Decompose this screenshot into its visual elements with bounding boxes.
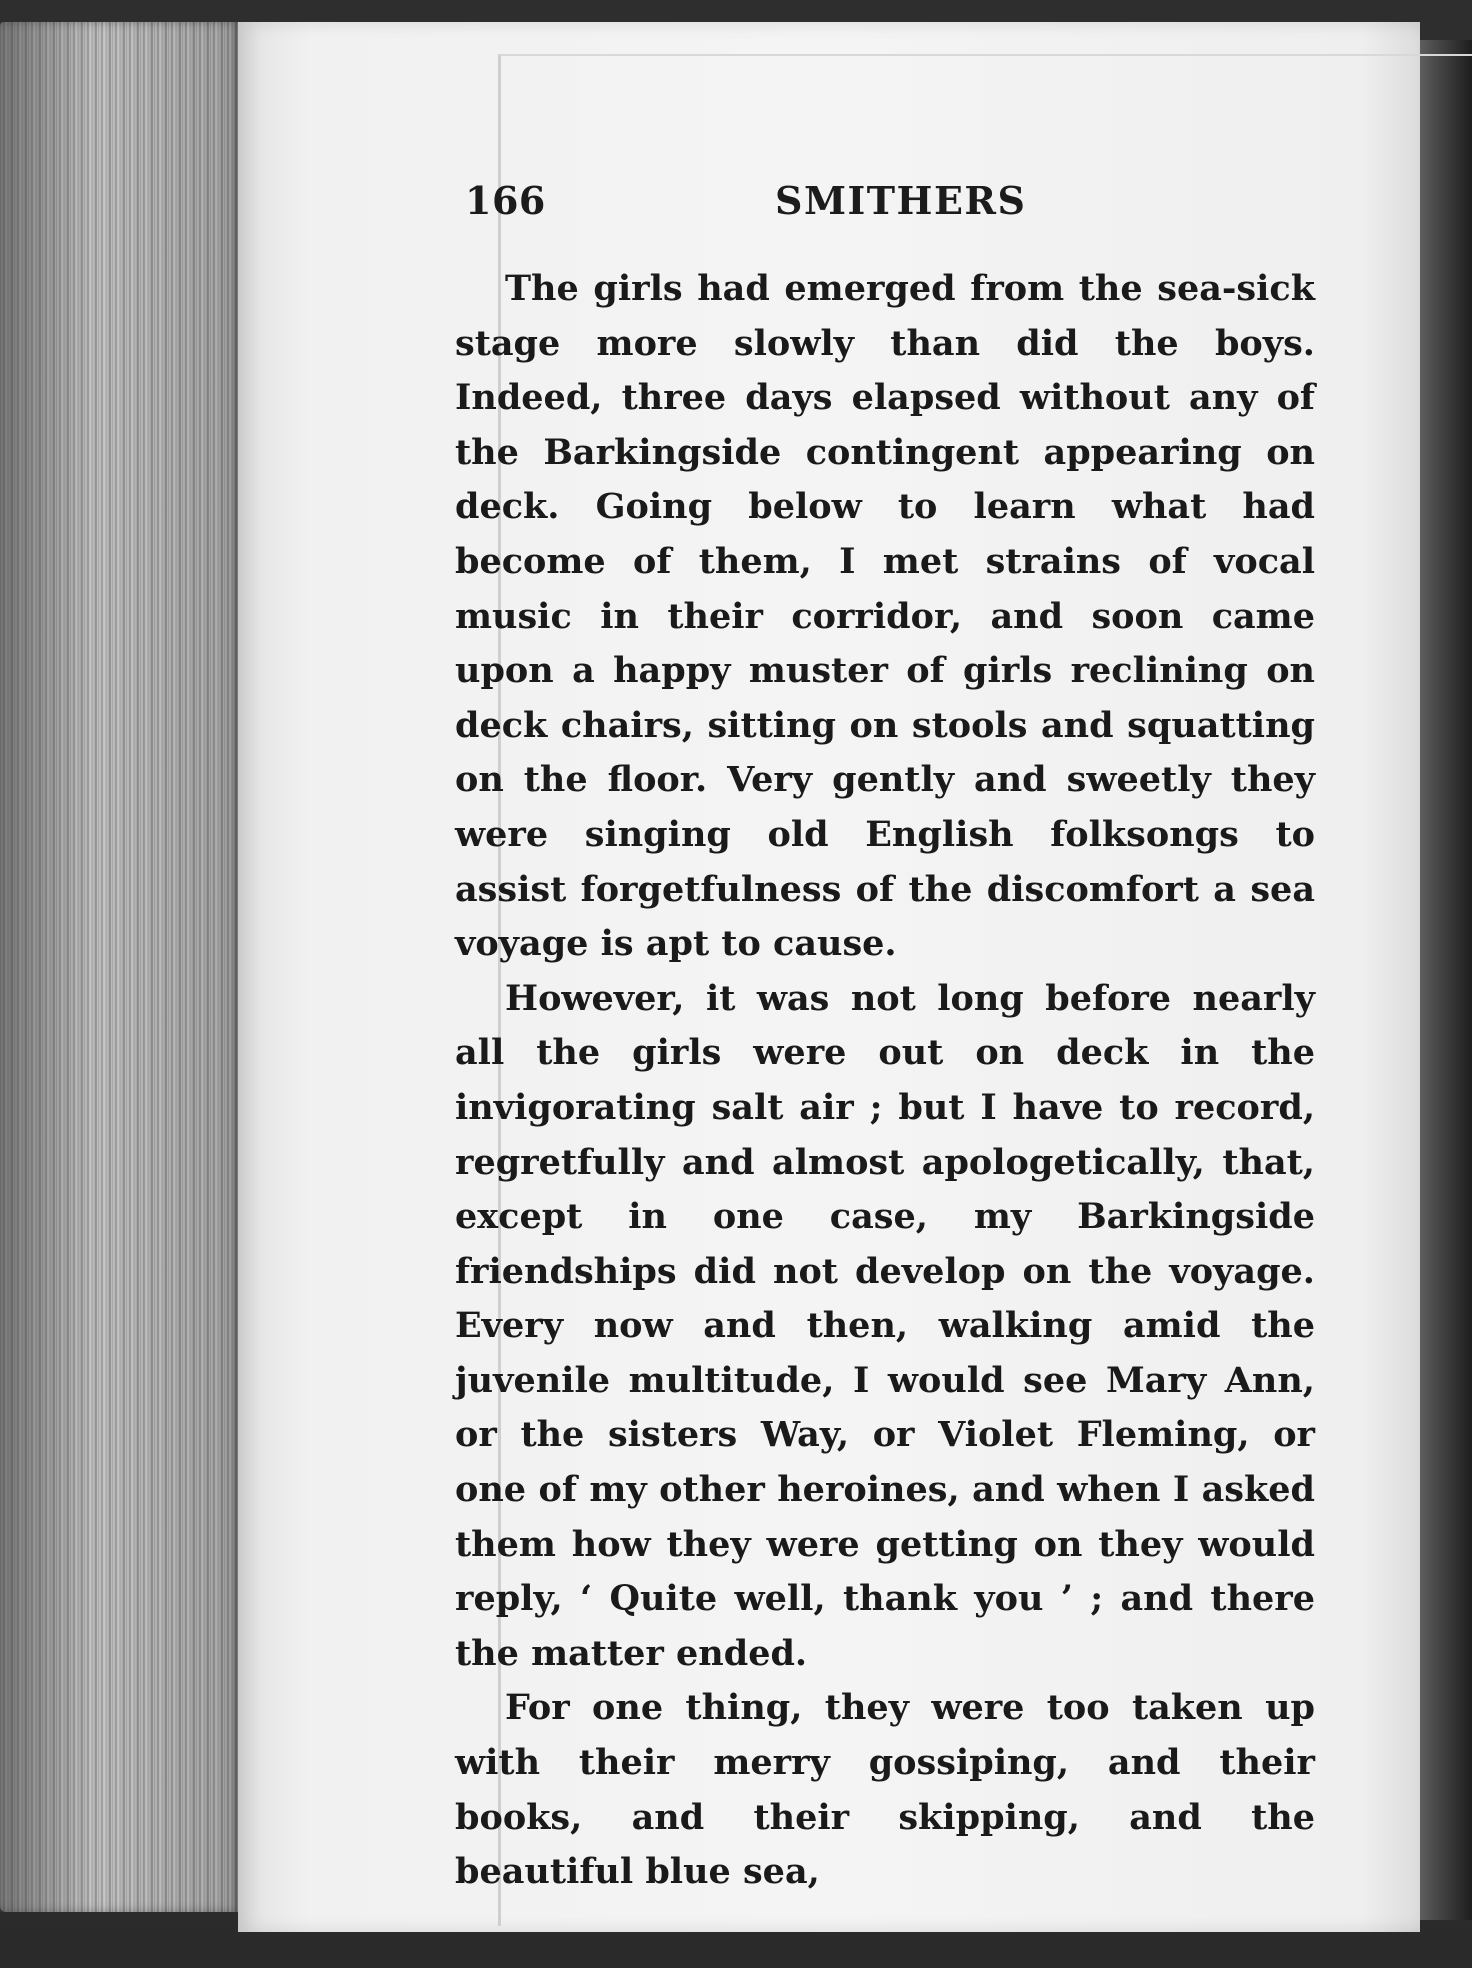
body-text — [455, 262, 1315, 1900]
paragraph-2: However, it was not long before nearly all the girls were out on deck in the invigorating salt air ; but I have to record, regretfully and almost apologetically, that, except in one case, my Barkingside friendships did not develop on the voyage. Every now and then, walking amid the juvenile multitude, I would see Mary Ann, or the sisters Way, or Violet Fleming, or one of my other heroines, and when I asked them how they were getting on they would reply, ‘ Quite well, thank you ’ ; and there the matter ended. — [455, 977, 1315, 1674]
paragraph-3: For one thing, they were too taken up with their merry gossiping, and their books, and their skipping, and the beautiful blue sea, — [455, 1687, 1315, 1893]
page-number: 166 — [465, 178, 546, 223]
book-page-edges — [0, 22, 240, 1912]
running-head — [465, 178, 1325, 238]
running-title: SMITHERS — [775, 178, 1027, 223]
paragraph-1: The girls had emerged from the sea-sick stage more slowly than did the boys. Indeed, three days elapsed without any of the Barkingside contingent appearing on deck. Going below to learn what had become of them, I met strains of vocal music in their corridor, and soon came upon a happy muster of girls reclining on deck chairs, sitting on stools and squatting on the floor. Very gently and sweetly they were singing old English folksongs to assist forgetfulness of the discomfort a sea voyage is apt to cause. — [455, 268, 1315, 965]
